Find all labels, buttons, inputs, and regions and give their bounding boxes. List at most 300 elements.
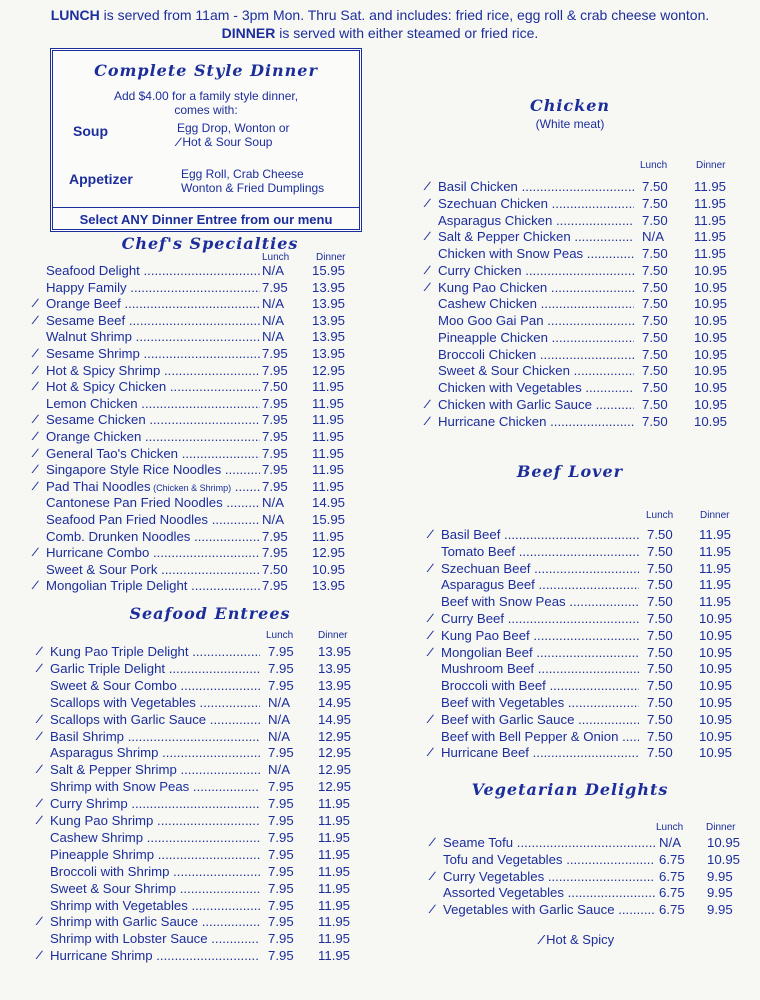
- hot-spicy-icon: ∕: [426, 396, 429, 411]
- hot-spicy-icon: ∕: [429, 745, 432, 760]
- item-name: Beef with Bell Pepper & Onion .....: [441, 728, 639, 745]
- item-name: Broccoli with Shrimp .....: [50, 863, 260, 880]
- item-name: Kung Pao Shrimp .....: [50, 812, 260, 829]
- appetizer-options: [181, 167, 324, 195]
- dinner-price: 10.95: [694, 313, 728, 328]
- dinner-price: 13.95: [318, 644, 352, 659]
- hot-spicy-icon: ∕: [426, 179, 429, 193]
- note-line-1: Add $4.00 for a family style dinner,: [113, 89, 299, 103]
- lunch-price: N/A: [268, 711, 290, 727]
- lunch-price: N/A: [262, 296, 284, 312]
- dinner-price: 11.95: [312, 379, 345, 395]
- item-name: Comb. Drunken Noodles .....: [46, 528, 260, 545]
- lunch-price: 7.50: [642, 296, 668, 312]
- menu-item: [38, 795, 368, 812]
- dinner-price: 11.95: [318, 914, 351, 930]
- menu-item: [431, 834, 757, 851]
- menu-item: [429, 644, 749, 661]
- menu-item: [34, 544, 362, 561]
- lunch-price: N/A: [642, 229, 664, 245]
- item-name: Sesame Beef .....: [46, 312, 260, 329]
- lunch-price: 7.95: [268, 948, 294, 964]
- item-name: Tofu and Vegetables .....: [443, 851, 655, 868]
- lunch-price: 7.50: [647, 728, 673, 744]
- menu-item: [429, 627, 749, 644]
- lunch-price: N/A: [262, 312, 284, 328]
- lunch-price: 7.95: [262, 545, 288, 561]
- lunch-price: 7.50: [642, 262, 668, 278]
- dinner-price: 10.95: [699, 661, 733, 677]
- item-name: Shrimp with Lobster Sauce .....: [50, 930, 260, 947]
- dinner-info: is served with either steamed or fried rice.: [275, 25, 539, 41]
- item-name: Kung Pao Chicken .....: [438, 279, 634, 296]
- menu-item: [34, 312, 362, 329]
- lunch-price: 7.95: [262, 412, 288, 428]
- menu-item: [50, 694, 368, 711]
- dinner-price: 12.95: [318, 779, 352, 795]
- lunch-price: 7.50: [642, 380, 668, 395]
- dinner-price: 10.95: [707, 851, 741, 867]
- item-name: Curry Vegetables .....: [443, 868, 655, 885]
- lunch-price: 7.50: [647, 594, 673, 610]
- menu-item: [431, 901, 757, 918]
- hot-spicy-icon: ∕: [429, 644, 432, 659]
- hot-spicy-icon: ∕: [426, 262, 429, 277]
- dinner-price: 11.95: [318, 846, 351, 862]
- complete-dinner-box: [50, 48, 362, 232]
- menu-item: [46, 279, 362, 296]
- legend-label: Hot & Spicy: [546, 932, 615, 947]
- lunch-price: 6.75: [659, 902, 685, 918]
- item-name: Curry Shrimp .....: [50, 795, 260, 812]
- lunch-price: N/A: [268, 694, 290, 710]
- complete-dinner-note: [53, 89, 359, 117]
- item-name: Salt & Pepper Chicken .....: [438, 228, 634, 245]
- dinner-price: 11.95: [699, 560, 732, 576]
- soup-line-2: [177, 135, 290, 149]
- lunch-price: 7.95: [268, 644, 294, 659]
- hot-spicy-icon: ∕: [429, 711, 432, 726]
- dinner-price: 11.95: [318, 880, 351, 896]
- lunch-price: 7.50: [642, 413, 668, 429]
- item-name: Garlic Triple Delight .....: [50, 660, 260, 677]
- hot-spicy-icon: ∕: [34, 296, 37, 311]
- lunch-price: 7.95: [262, 578, 288, 594]
- dinner-price: 13.95: [312, 279, 346, 295]
- hot-spicy-icon: ∕: [34, 445, 37, 460]
- dinner-price: 12.95: [318, 728, 352, 744]
- soup-line-2-text: Hot & Sour Soup: [182, 135, 273, 149]
- menu-item: [443, 884, 757, 901]
- dinner-price: 13.95: [318, 677, 352, 693]
- lunch-label: LUNCH: [50, 7, 100, 23]
- dinner-price: 10.95: [699, 711, 733, 727]
- menu-item: [426, 279, 744, 296]
- lunch-price: N/A: [262, 495, 284, 511]
- dinner-price: 11.95: [312, 462, 345, 478]
- select-entree-note: Select ANY Dinner Entree from our menu: [53, 207, 359, 227]
- dinner-label: DINNER: [221, 25, 276, 41]
- item-name: Basil Beef .....: [441, 526, 639, 543]
- item-name: Singapore Style Rice Noodles .....: [46, 461, 260, 478]
- item-name: Cashew Chicken .....: [438, 295, 634, 312]
- item-name: Shrimp with Garlic Sauce .....: [50, 913, 260, 930]
- dinner-price: 11.95: [318, 829, 351, 845]
- lunch-price: 7.50: [647, 527, 673, 542]
- lunch-price: N/A: [262, 512, 284, 527]
- menu-item: [441, 728, 749, 745]
- hot-spicy-icon: ∕: [34, 462, 37, 477]
- dinner-price: 11.95: [694, 229, 727, 245]
- chicken-dinner-header: Dinner: [696, 160, 726, 171]
- dinner-price: 13.95: [312, 296, 346, 312]
- dinner-price: 11.95: [312, 429, 345, 444]
- item-name: Sweet & Sour Chicken .....: [438, 362, 634, 379]
- dinner-price: 12.95: [318, 762, 352, 778]
- lunch-price: 7.50: [642, 363, 668, 379]
- hot-spicy-icon: ∕: [38, 711, 41, 726]
- item-name: Broccoli Chicken .....: [438, 346, 634, 363]
- item-name: Mushroom Beef .....: [441, 660, 639, 677]
- lunch-info: is served from 11am - 3pm Mon. Thru Sat. and includes: fried rice, egg roll & crab cheese wonton.: [99, 7, 710, 23]
- hot-spicy-icon: ∕: [38, 728, 41, 743]
- menu-item: [46, 262, 362, 279]
- item-name: Seafood Pan Fried Noodles .....: [46, 511, 260, 528]
- menu-item: [50, 778, 368, 795]
- hot-spicy-icon: ∕: [34, 412, 37, 427]
- lunch-price: 7.95: [262, 462, 288, 478]
- dinner-price: 10.95: [699, 695, 733, 710]
- item-name: Hot & Spicy Shrimp .....: [46, 362, 260, 379]
- dinner-price: 10.95: [694, 279, 728, 295]
- dinner-price: 12.95: [318, 745, 352, 761]
- menu-item: [438, 295, 744, 312]
- menu-item: [46, 528, 362, 545]
- item-name: Chicken with Snow Peas .....: [438, 245, 634, 262]
- hot-spicy-icon: ∕: [429, 627, 432, 642]
- item-name: Beef with Vegetables .....: [441, 694, 639, 711]
- item-name: Kung Pao Beef .....: [441, 627, 639, 644]
- lunch-price: 7.95: [268, 846, 294, 862]
- dinner-price: 11.95: [312, 478, 345, 494]
- lunch-price: N/A: [268, 728, 290, 744]
- hot-spicy-icon: ∕: [429, 560, 432, 575]
- lunch-price: 7.50: [647, 745, 673, 761]
- dinner-price: 14.95: [318, 711, 352, 727]
- item-name: Pineapple Chicken .....: [438, 329, 634, 346]
- hot-spicy-icon: ∕: [38, 813, 41, 827]
- item-name: Sweet & Sour Pork .....: [46, 561, 260, 578]
- lunch-price: N/A: [262, 263, 284, 278]
- item-name: Vegetables with Garlic Sauce .....: [443, 901, 655, 918]
- menu-item: [50, 829, 368, 846]
- hot-spicy-icon: ∕: [38, 762, 41, 777]
- item-name: Cantonese Pan Fried Noodles .....: [46, 494, 260, 511]
- menu-item: [441, 593, 749, 610]
- dinner-price: 11.95: [694, 179, 727, 194]
- dinner-price: 11.95: [318, 897, 351, 913]
- hot-spicy-icon: ∕: [431, 835, 434, 849]
- menu-item: [438, 362, 744, 379]
- dinner-price: 11.95: [694, 212, 727, 228]
- lunch-price: 7.50: [642, 346, 668, 362]
- menu-item: [38, 643, 368, 660]
- dinner-price: 10.95: [694, 396, 728, 412]
- menu-item: [50, 880, 368, 897]
- item-name: Curry Chicken .....: [438, 262, 634, 279]
- dinner-price: 14.95: [318, 694, 352, 710]
- lunch-price: 7.50: [647, 611, 673, 626]
- item-name: Moo Goo Gai Pan .....: [438, 312, 634, 329]
- menu-item: [38, 728, 368, 745]
- lunch-price: 7.95: [262, 528, 288, 544]
- dinner-price: 10.95: [694, 296, 728, 312]
- menu-item: [34, 461, 362, 478]
- hot-spicy-icon: ∕: [38, 644, 41, 658]
- lunch-price: 7.50: [642, 313, 668, 328]
- lunch-price: N/A: [262, 329, 284, 345]
- menu-item: [426, 413, 744, 430]
- lunch-price: 7.95: [268, 863, 294, 879]
- menu-item: [34, 295, 362, 312]
- menu-item: [441, 576, 749, 593]
- pepper-icon: ∕: [177, 135, 180, 149]
- lunch-price: 7.50: [647, 695, 673, 710]
- veg-lunch-header: Lunch: [656, 822, 684, 833]
- lunch-price: 7.95: [268, 745, 294, 761]
- dinner-price: 11.95: [694, 195, 727, 211]
- hot-spicy-icon: ∕: [34, 578, 37, 593]
- menu-item: [429, 610, 749, 627]
- dinner-price: 9.95: [707, 885, 733, 901]
- lunch-price: 7.95: [262, 279, 288, 295]
- lunch-price: 7.50: [642, 396, 668, 412]
- menu-item: [443, 851, 757, 868]
- menu-item: [34, 411, 362, 428]
- hot-spicy-icon: ∕: [34, 379, 37, 394]
- chicken-subtitle: (White meat): [535, 117, 605, 131]
- dinner-price: 10.95: [699, 627, 733, 643]
- menu-item: [38, 761, 368, 778]
- lunch-price: 7.50: [647, 560, 673, 576]
- chefs-lunch-header: Lunch: [262, 252, 290, 263]
- item-name: Broccoli with Beef .....: [441, 677, 639, 694]
- lunch-price: 7.95: [268, 880, 294, 896]
- menu-item: [38, 660, 368, 677]
- menu-item: [50, 930, 368, 947]
- item-name: Salt & Pepper Shrimp .....: [50, 761, 260, 778]
- menu-item: [34, 428, 362, 445]
- item-name: Cashew Shrimp .....: [50, 829, 260, 846]
- item-name: Beef with Snow Peas .....: [441, 593, 639, 610]
- dinner-price: 10.95: [699, 678, 733, 694]
- menu-item: [426, 195, 744, 212]
- menu-item: [438, 346, 744, 363]
- lunch-price: 6.75: [659, 868, 685, 884]
- lunch-price: 7.50: [647, 678, 673, 694]
- item-name: Beef with Garlic Sauce .....: [441, 711, 639, 728]
- seafood-lunch-header: Lunch: [266, 630, 294, 641]
- dinner-price: 11.95: [312, 395, 345, 411]
- item-note: (Chicken & Shrimp): [150, 482, 232, 493]
- menu-item: [429, 744, 749, 761]
- lunch-price: 7.95: [268, 779, 294, 795]
- lunch-price: 7.95: [268, 897, 294, 913]
- hot-spicy-icon: ∕: [34, 362, 37, 377]
- item-name: Seame Tofu .....: [443, 834, 655, 851]
- menu-item: [34, 345, 362, 362]
- item-name: Tomato Beef .....: [441, 543, 639, 560]
- soup-line-1: Egg Drop, Wonton or: [177, 121, 290, 135]
- item-name: Lemon Chicken .....: [46, 395, 260, 412]
- lunch-price: 7.50: [642, 195, 668, 211]
- lunch-price: 7.95: [268, 914, 294, 930]
- menu-item: [34, 478, 362, 495]
- dinner-price: 10.95: [694, 380, 728, 395]
- complete-dinner-title: Complete Style Dinner: [94, 61, 318, 80]
- item-name: Hot & Spicy Chicken .....: [46, 378, 260, 395]
- item-name: Curry Beef .....: [441, 610, 639, 627]
- chicken-lunch-header: Lunch: [640, 160, 668, 171]
- item-name: Basil Chicken .....: [438, 178, 634, 195]
- item-name: Sweet & Sour Shrimp .....: [50, 880, 260, 897]
- menu-item: [441, 543, 749, 560]
- beef-dinner-header: Dinner: [700, 510, 730, 521]
- menu-item: [426, 262, 744, 279]
- lunch-price: 7.50: [647, 543, 673, 559]
- seafood-entrees-title: Seafood Entrees: [129, 604, 291, 623]
- item-name: Walnut Shrimp .....: [46, 328, 260, 345]
- lunch-price: 6.75: [659, 851, 685, 867]
- menu-item: [438, 329, 744, 346]
- menu-item: [38, 913, 368, 930]
- lunch-price: 7.50: [642, 279, 668, 295]
- item-name: Pad Thai Noodles (Chicken & Shrimp) .....: [46, 478, 260, 497]
- lunch-price: 7.95: [262, 395, 288, 411]
- dinner-price: 13.95: [312, 312, 346, 328]
- menu-item: [429, 526, 749, 543]
- item-name: Kung Pao Triple Delight .....: [50, 643, 260, 660]
- lunch-price: 7.95: [262, 445, 288, 461]
- dinner-price: 14.95: [312, 495, 346, 511]
- lunch-price: 7.50: [642, 179, 668, 194]
- hot-spicy-icon: ∕: [426, 195, 429, 210]
- dinner-price: 11.95: [699, 577, 732, 593]
- dinner-price: 11.95: [699, 594, 732, 610]
- dinner-price: 11.95: [318, 813, 351, 828]
- lunch-price: 6.75: [659, 885, 685, 901]
- lunch-price: 7.95: [268, 660, 294, 676]
- dinner-price: 10.95: [694, 363, 728, 379]
- lunch-price: 7.50: [647, 661, 673, 677]
- menu-item: [426, 178, 744, 195]
- chefs-specialties-title: Chef's Specialties: [121, 234, 299, 253]
- dinner-price: 11.95: [694, 246, 727, 261]
- dinner-price: 10.95: [699, 611, 733, 626]
- lunch-price: 7.95: [268, 677, 294, 693]
- dinner-price: 9.95: [707, 868, 733, 884]
- lunch-price: 7.95: [268, 931, 294, 947]
- lunch-price: 7.95: [268, 813, 294, 828]
- item-name: Hurricane Chicken .....: [438, 413, 634, 430]
- lunch-price: 7.50: [647, 627, 673, 643]
- menu-item: [50, 744, 368, 761]
- menu-item: [438, 245, 744, 262]
- item-name: Sweet & Sour Combo .....: [50, 677, 260, 694]
- dinner-price: 12.95: [312, 545, 346, 561]
- hot-spicy-legend: [540, 932, 614, 947]
- dinner-price: 11.95: [318, 863, 351, 879]
- hot-spicy-icon: ∕: [426, 229, 429, 244]
- item-name: Hurricane Combo .....: [46, 544, 260, 561]
- veg-dinner-header: Dinner: [706, 822, 736, 833]
- lunch-price: 7.50: [642, 329, 668, 345]
- item-name: Mongolian Triple Delight .....: [46, 577, 260, 594]
- service-info: [0, 6, 760, 42]
- hot-spicy-icon: ∕: [431, 902, 434, 917]
- dinner-price: 10.95: [694, 346, 728, 362]
- item-name: Orange Beef .....: [46, 295, 260, 312]
- menu-item: [431, 868, 757, 885]
- hot-spicy-icon: ∕: [34, 312, 37, 327]
- menu-item: [34, 362, 362, 379]
- pepper-icon: ∕: [540, 932, 543, 947]
- dinner-price: 12.95: [312, 362, 346, 378]
- menu-item: [50, 677, 368, 694]
- lunch-price: 7.95: [268, 829, 294, 845]
- soup-label: Soup: [73, 123, 108, 139]
- note-line-2: comes with:: [174, 103, 238, 117]
- hot-spicy-icon: ∕: [34, 545, 37, 560]
- menu-item: [46, 328, 362, 345]
- lunch-price: 7.50: [642, 246, 668, 261]
- item-name: Shrimp with Vegetables .....: [50, 897, 260, 914]
- lunch-price: 7.95: [262, 346, 288, 361]
- item-name: Shrimp with Snow Peas .....: [50, 778, 260, 795]
- menu-item: [38, 947, 368, 964]
- hot-spicy-icon: ∕: [431, 868, 434, 883]
- lunch-price: N/A: [659, 835, 681, 850]
- item-name: Chicken with Garlic Sauce .....: [438, 396, 634, 413]
- item-name: Mongolian Beef .....: [441, 644, 639, 661]
- menu-item: [38, 711, 368, 728]
- lunch-price: 7.50: [647, 711, 673, 727]
- item-name: Hurricane Beef .....: [441, 744, 639, 761]
- hot-spicy-icon: ∕: [38, 914, 41, 929]
- seafood-dinner-header: Dinner: [318, 630, 348, 641]
- lunch-price: 7.95: [262, 478, 288, 494]
- hot-spicy-icon: ∕: [34, 346, 37, 360]
- item-name: Asparagus Shrimp .....: [50, 744, 260, 761]
- dinner-price: 11.95: [699, 543, 732, 559]
- dinner-price: 10.95: [699, 644, 733, 660]
- dinner-price: 11.95: [318, 931, 351, 947]
- lunch-price: 7.50: [642, 212, 668, 228]
- appetizer-label: Appetizer: [69, 171, 133, 187]
- dinner-price: 15.95: [312, 263, 346, 278]
- menu-item: [38, 812, 368, 829]
- item-name: Happy Family .....: [46, 279, 260, 296]
- dinner-price: 13.95: [318, 660, 352, 676]
- item-name: Scallops with Vegetables .....: [50, 694, 260, 711]
- item-name: Hurricane Shrimp .....: [50, 947, 260, 964]
- dinner-price: 11.95: [312, 412, 345, 428]
- hot-spicy-icon: ∕: [34, 429, 37, 443]
- dinner-price: 10.95: [707, 835, 741, 850]
- lunch-price: 7.95: [268, 796, 294, 812]
- dinner-price: 9.95: [707, 902, 733, 918]
- dinner-price: 13.95: [312, 329, 346, 345]
